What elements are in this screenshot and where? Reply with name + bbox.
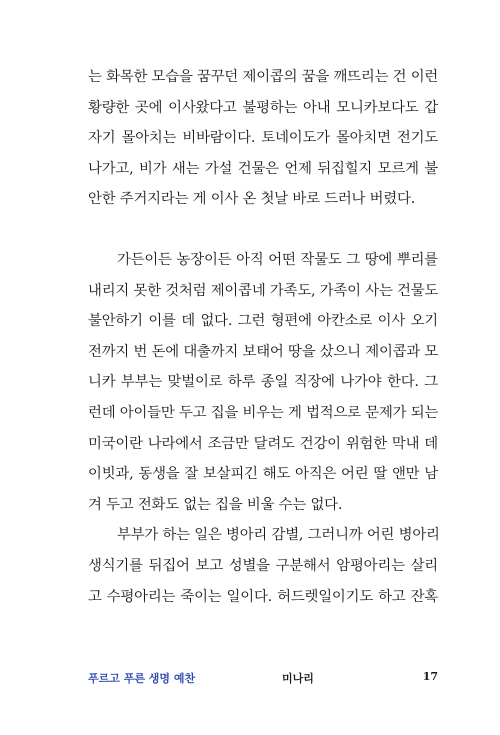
page-footer [88,670,438,690]
text-line: 전까지 번 돈에 대출까지 보태어 땅을 샀으니 제이콥과 모 [88,343,439,360]
text-line: 니카 부부는 맞벌이로 하루 종일 직장에 나가야 한다. 그 [88,374,438,391]
text-line: 런데 아이들만 두고 집을 비우는 게 법적으로 문제가 되는 [88,404,439,421]
text-line: 는 화목한 모습을 꿈꾸던 제이콥의 꿈을 깨뜨리는 건 이런 [88,69,439,85]
text-line: 내리지 못한 것처럼 제이콥네 가족도, 가족이 사는 건물도 [88,282,439,299]
text-line: 생식기를 뒤집어 보고 성별을 구분해서 암평아리는 살리 [88,557,438,574]
book-title: 푸르고 푸른 생명 예찬 [88,672,196,685]
text-line: 미국이란 나라에서 조금만 달려도 건강이 위험한 막내 데 [88,435,438,452]
paragraph-2 [88,245,438,520]
text-line: 이빗과, 동생을 잘 보살피긴 해도 아직은 어린 딸 앤만 남 [88,466,438,483]
chapter-title: 미나리 [282,672,314,685]
text-line: 고 수평아리는 죽이는 일이다. 허드렛일이기도 하고 잔혹 [88,588,438,605]
page-number: 17 [422,670,438,683]
text-line: 겨 두고 전화도 없는 집을 비울 수는 없다. [88,496,343,513]
text-line: 불안하기 이를 데 없다. 그런 형편에 아칸소로 이사 오기 [88,313,438,330]
text-line: 자기 몰아치는 비바람이다. 토네이도가 몰아치면 전기도 [88,130,438,147]
text-line: 안한 주거지라는 게 이사 온 첫날 바로 드러나 버렸다. [88,191,416,208]
paragraph-1 [88,62,438,215]
text-line: 부부가 하는 일은 병아리 감별, 그러니까 어린 병아리 [117,527,440,544]
text-line: 가든이든 농장이든 아직 어떤 작물도 그 땅에 뿌리를 [117,251,438,268]
paragraph-3 [88,520,438,612]
text-line: 황량한 곳에 이사왔다고 불평하는 아내 모니카보다도 갑 [88,99,438,116]
text-line: 나가고, 비가 새는 가설 건물은 언제 뒤집힐지 모르게 불 [88,160,438,177]
body-text [88,62,438,612]
paragraph-gap [88,215,438,245]
